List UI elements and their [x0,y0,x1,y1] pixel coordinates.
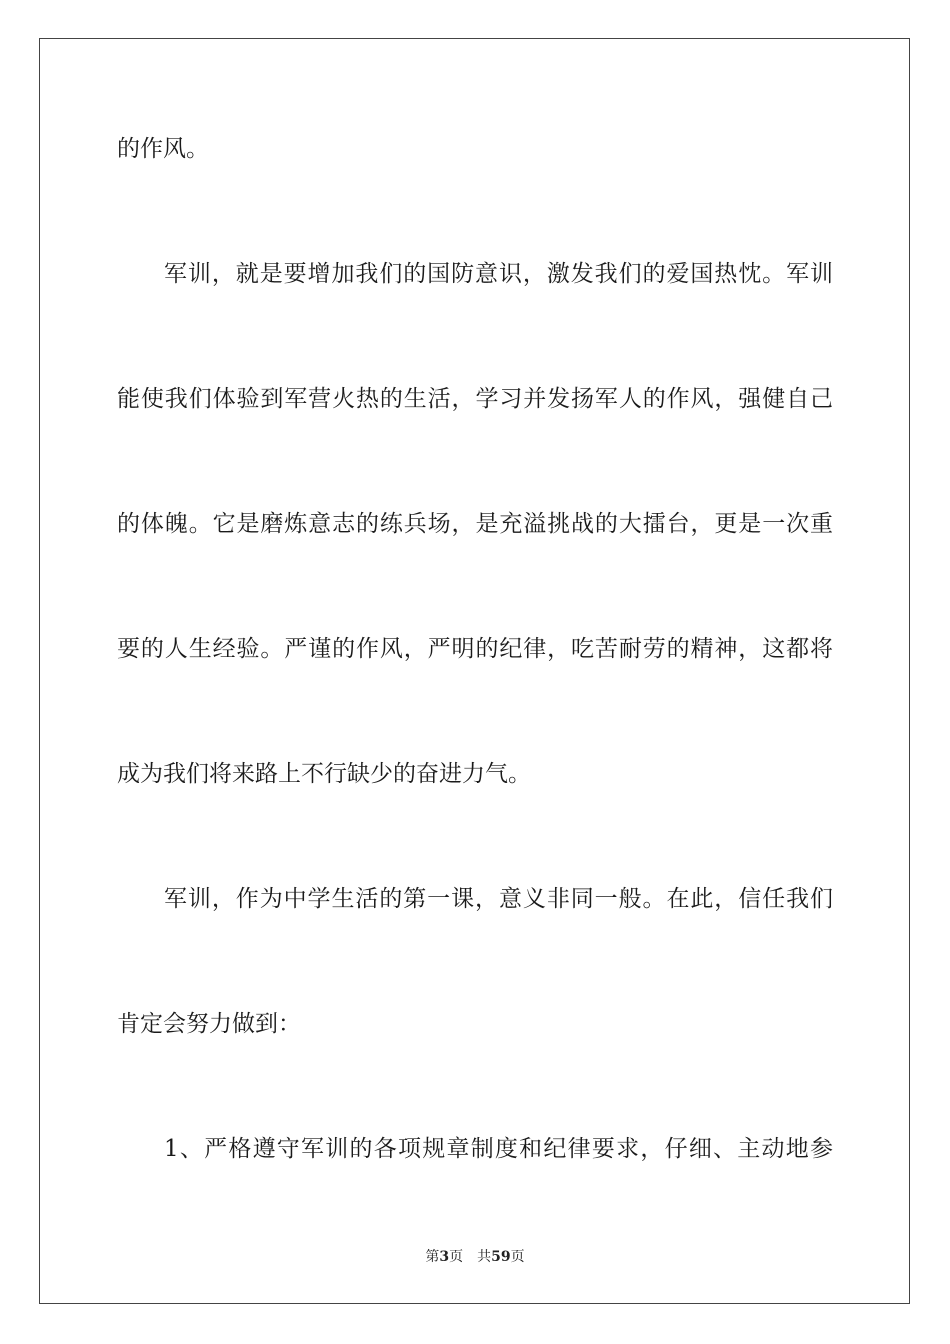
text-line: 的体魄。它是磨炼意志的练兵场，是充溢挑战的大擂台，更是一次重 [117,511,833,537]
paragraph-first-line: 军训，就是要增加我们的国防意识，激发我们的爱国热忱。军训 [164,261,833,287]
page-number: 3 [439,1249,450,1265]
page-prefix: 第 [425,1249,440,1265]
total-suffix: 页 [510,1249,525,1265]
text-line: 肯定会努力做到： [117,1011,301,1037]
paragraph-first-line: 军训，作为中学生活的第一课，意义非同一般。在此，信任我们 [164,886,833,912]
total-pages: 59 [491,1249,511,1265]
page-border [39,38,910,1304]
text-line: 成为我们将来路上不行缺少的奋进力气。 [117,761,531,787]
total-prefix: 共 [477,1249,492,1265]
text-line: 要的人生经验。严谨的作风，严明的纪律，吃苦耐劳的精神，这都将 [117,636,833,662]
page-footer [0,1248,950,1266]
page-suffix: 页 [449,1249,464,1265]
list-item-line: 1、严格遵守军训的各项规章制度和纪律要求，仔细、主动地参 [164,1136,833,1162]
text-line: 能使我们体验到军营火热的生活，学习并发扬军人的作风，强健自己 [117,386,833,412]
text-line: 的作风。 [117,136,209,162]
